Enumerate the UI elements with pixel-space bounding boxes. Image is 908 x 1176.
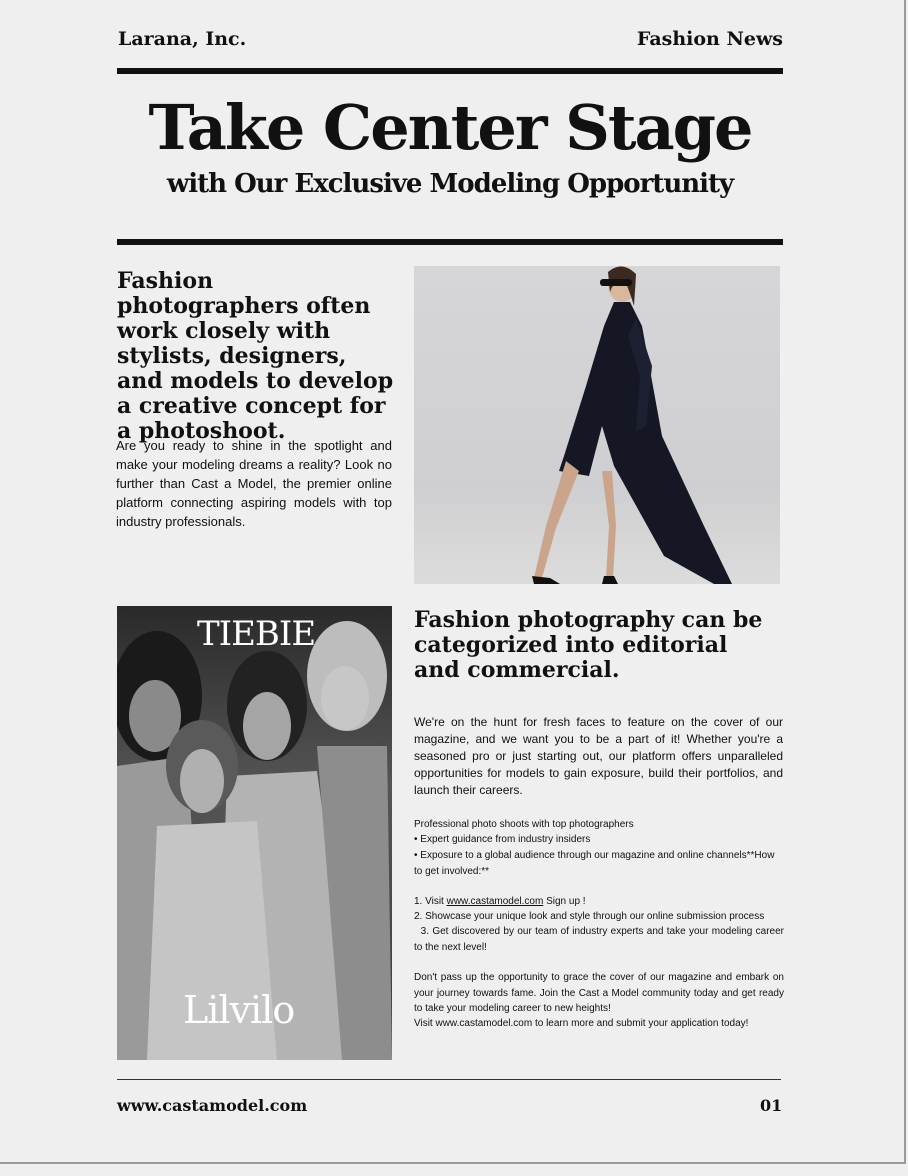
magazine-cover-photo bbox=[117, 606, 392, 1060]
right-body: We're on the hunt for fresh faces to feature on the cover of our magazine, and we want you to be a part of it! Whether you're a seasoned pro or just starting out, our platform offers unparalleled opportunities for models to gain exposure, build their portfolios, and launch their careers. bbox=[414, 715, 783, 797]
cover-brand-text: Lilvilo bbox=[183, 988, 295, 1032]
benefit-item: • Exposure to a global audience through our magazine and online channels**How to get involved:** bbox=[414, 850, 775, 877]
left-heading: Fashion photographers often work closely with stylists, designers, and models to develop a creative concept for a photoshoot. bbox=[117, 268, 394, 444]
step-1-prefix: 1. Visit bbox=[414, 896, 447, 907]
top-divider bbox=[117, 68, 783, 74]
benefit-item: Professional photo shoots with top photographers bbox=[414, 819, 634, 830]
cover-masthead: TIEBIE bbox=[197, 614, 316, 654]
call-to-action: Visit www.castamodel.com to learn more and submit your application today! bbox=[414, 1018, 749, 1029]
right-heading: Fashion photography can be categorized into editorial and commercial. bbox=[414, 607, 763, 683]
model-illustration bbox=[414, 266, 780, 584]
footer-website: www.castamodel.com bbox=[117, 1096, 308, 1115]
closing-paragraph: Don't pass up the opportunity to grace the cover of our magazine and embark on your journey towards fame. Join the Cast a Model community today and get ready to take your modeling career to new heights! bbox=[414, 972, 784, 1014]
step-3: 3. Get discovered by our team of industry experts and take your modeling career to the next level! bbox=[414, 926, 787, 953]
model-photo bbox=[414, 266, 780, 584]
benefit-item: • Expert guidance from industry insiders bbox=[414, 834, 591, 845]
step-1 bbox=[414, 894, 784, 910]
page-number: 01 bbox=[760, 1096, 783, 1115]
section-label: Fashion News bbox=[636, 28, 783, 50]
title-divider bbox=[117, 239, 783, 245]
castamodel-link[interactable]: www.castamodel.com bbox=[446, 896, 544, 907]
company-name: Larana, Inc. bbox=[118, 28, 247, 50]
page-title: Take Center Stage bbox=[148, 91, 752, 164]
footer-divider bbox=[117, 1079, 781, 1080]
page-subtitle: with Our Exclusive Modeling Opportunity bbox=[166, 169, 734, 199]
step-1-suffix: Sign up ! bbox=[543, 896, 586, 907]
step-2: 2. Showcase your unique look and style through our online submission process bbox=[414, 911, 765, 922]
left-body: Are you ready to shine in the spotlight and make your modeling dreams a reality? Look no further than Cast a Model, the premier online platform connecting aspiring models with top industry professionals. bbox=[116, 438, 392, 529]
